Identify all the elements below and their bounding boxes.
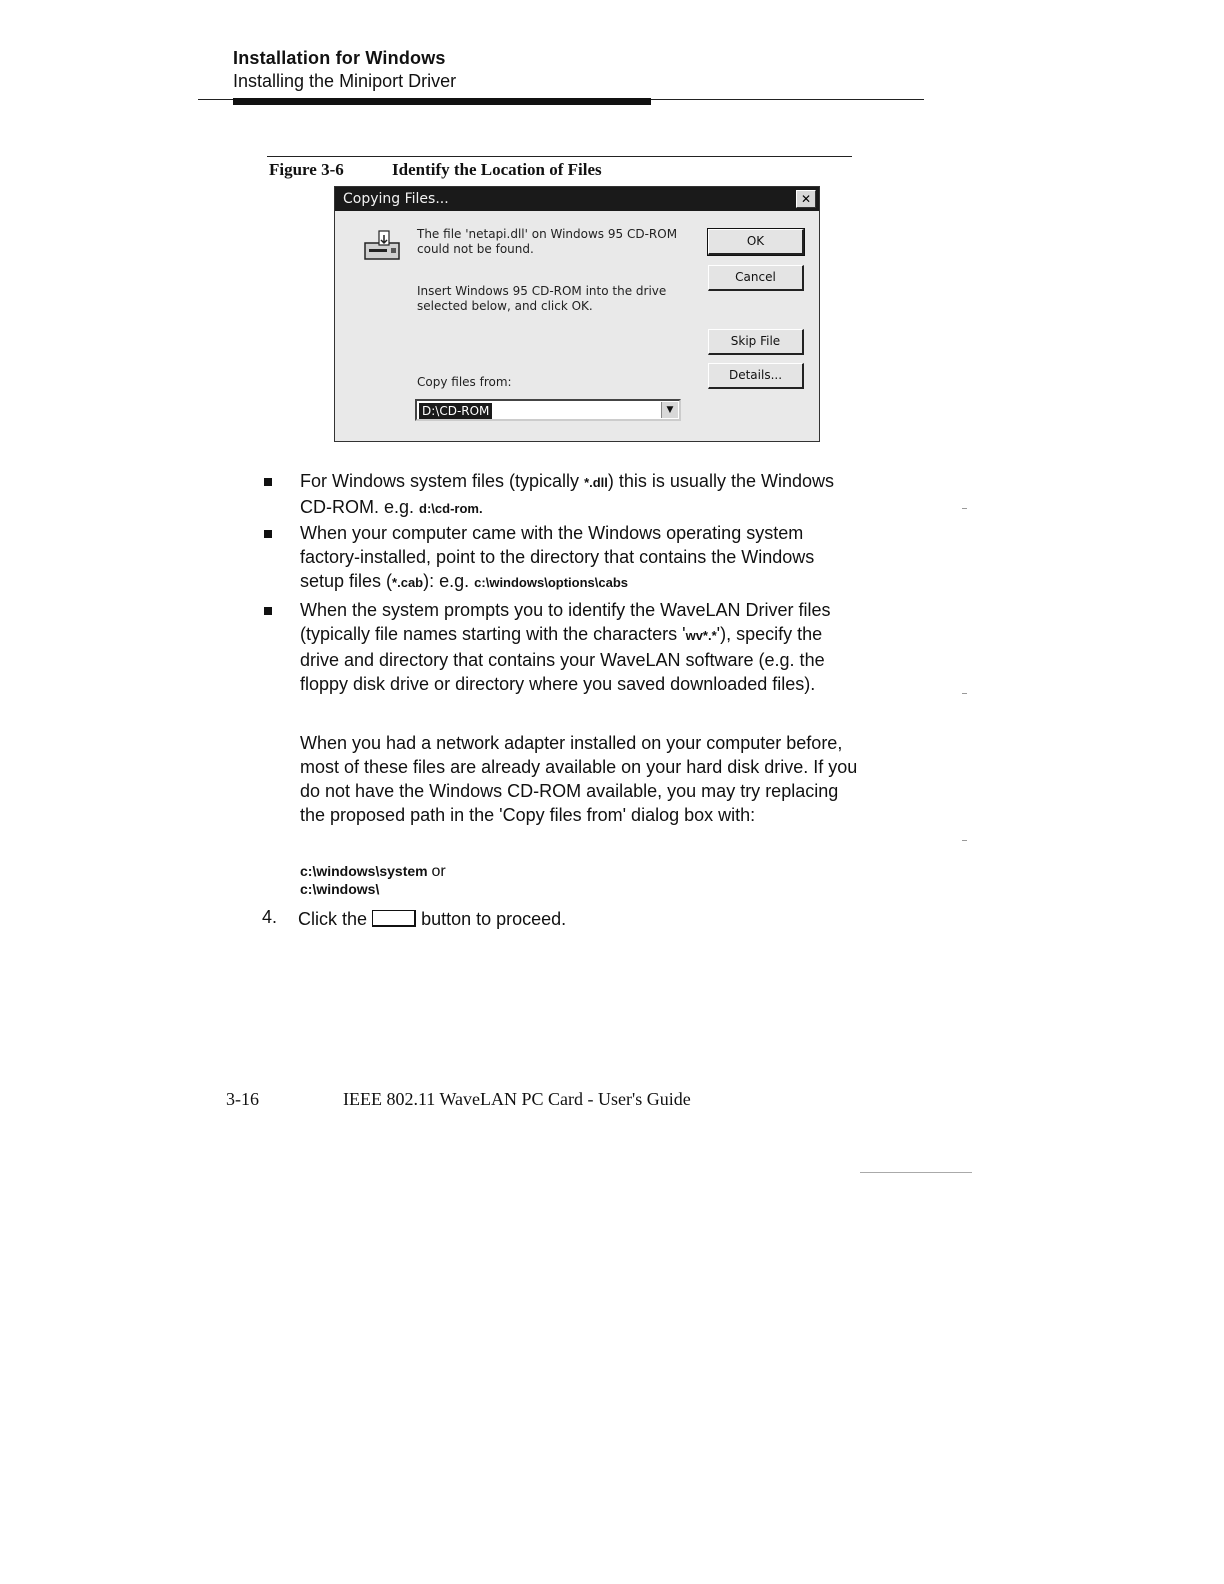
figure-number: Figure 3-6 bbox=[269, 160, 344, 179]
section-title: Installation for Windows bbox=[233, 48, 446, 68]
floppy-drive-icon bbox=[363, 229, 403, 263]
copy-from-value[interactable]: D:\CD-ROM bbox=[419, 403, 492, 419]
ok-button-illustration bbox=[372, 910, 416, 927]
skip-file-button[interactable]: Skip File bbox=[708, 329, 804, 355]
step-number: 4. bbox=[262, 907, 278, 927]
scan-mark bbox=[860, 1172, 972, 1173]
copy-from-label: Copy files from: bbox=[417, 375, 512, 389]
bullet-item-setup-files: When your computer came with the Windows operating system factory-installed, point to the directory that contains the Windows setup files (*.cab): e.g. c:\windows\options\cabs bbox=[300, 523, 815, 591]
close-icon[interactable]: ✕ bbox=[796, 190, 816, 208]
note-paragraph: When you had a network adapter installed on your computer before, most of these files are already available on your hard disk drive. If you do not have the Windows CD-ROM available, you may try replacing the proposed path in the 'Copy files from' dialog box with: bbox=[300, 733, 858, 825]
copy-from-combobox[interactable] bbox=[415, 399, 681, 421]
page-number: 3-16 bbox=[226, 1089, 259, 1109]
cancel-button[interactable]: Cancel bbox=[708, 265, 804, 291]
dialog-message-insert: Insert Windows 95 CD-ROM into the drive selected below, and click OK. bbox=[417, 284, 667, 313]
ok-button[interactable]: OK bbox=[708, 229, 804, 255]
section-subtitle: Installing the Miniport Driver bbox=[233, 71, 457, 91]
bullet-marker bbox=[264, 478, 272, 486]
scan-mark bbox=[962, 693, 967, 694]
copying-files-dialog bbox=[334, 186, 820, 442]
bullet-item-wavelan-files: When the system prompts you to identify the WaveLAN Driver files (typically file names starting with the characters 'wv*.*'), specify the drive and directory that contains your WaveLAN software (e.g. the floppy disk drive or directory where you saved downloaded files). bbox=[300, 600, 831, 694]
bullet-marker bbox=[264, 530, 272, 538]
bullet-item-system-files: For Windows system files (typically *.dll) this is usually the Windows CD-ROM. e.g. d:\cd-rom. bbox=[300, 471, 834, 517]
step-text: Click the button to proceed. bbox=[298, 909, 567, 929]
scan-mark bbox=[962, 840, 967, 841]
details-button[interactable]: Details... bbox=[708, 363, 804, 389]
dialog-title: Copying Files... bbox=[343, 191, 449, 207]
scan-mark bbox=[962, 508, 967, 509]
path-windows: c:\windows\ bbox=[300, 881, 380, 897]
chevron-down-icon[interactable]: ▼ bbox=[661, 402, 678, 418]
path-system: c:\windows\system or bbox=[300, 863, 446, 880]
dialog-titlebar bbox=[335, 187, 819, 211]
bullet-marker bbox=[264, 607, 272, 615]
figure-rule bbox=[267, 156, 852, 157]
footer-title: IEEE 802.11 WaveLAN PC Card - User's Guide bbox=[343, 1089, 691, 1109]
figure-caption: Identify the Location of Files bbox=[392, 160, 602, 179]
dialog-message-not-found: The file 'netapi.dll' on Windows 95 CD-ROM could not be found. bbox=[417, 227, 678, 256]
header-bar bbox=[233, 98, 651, 105]
